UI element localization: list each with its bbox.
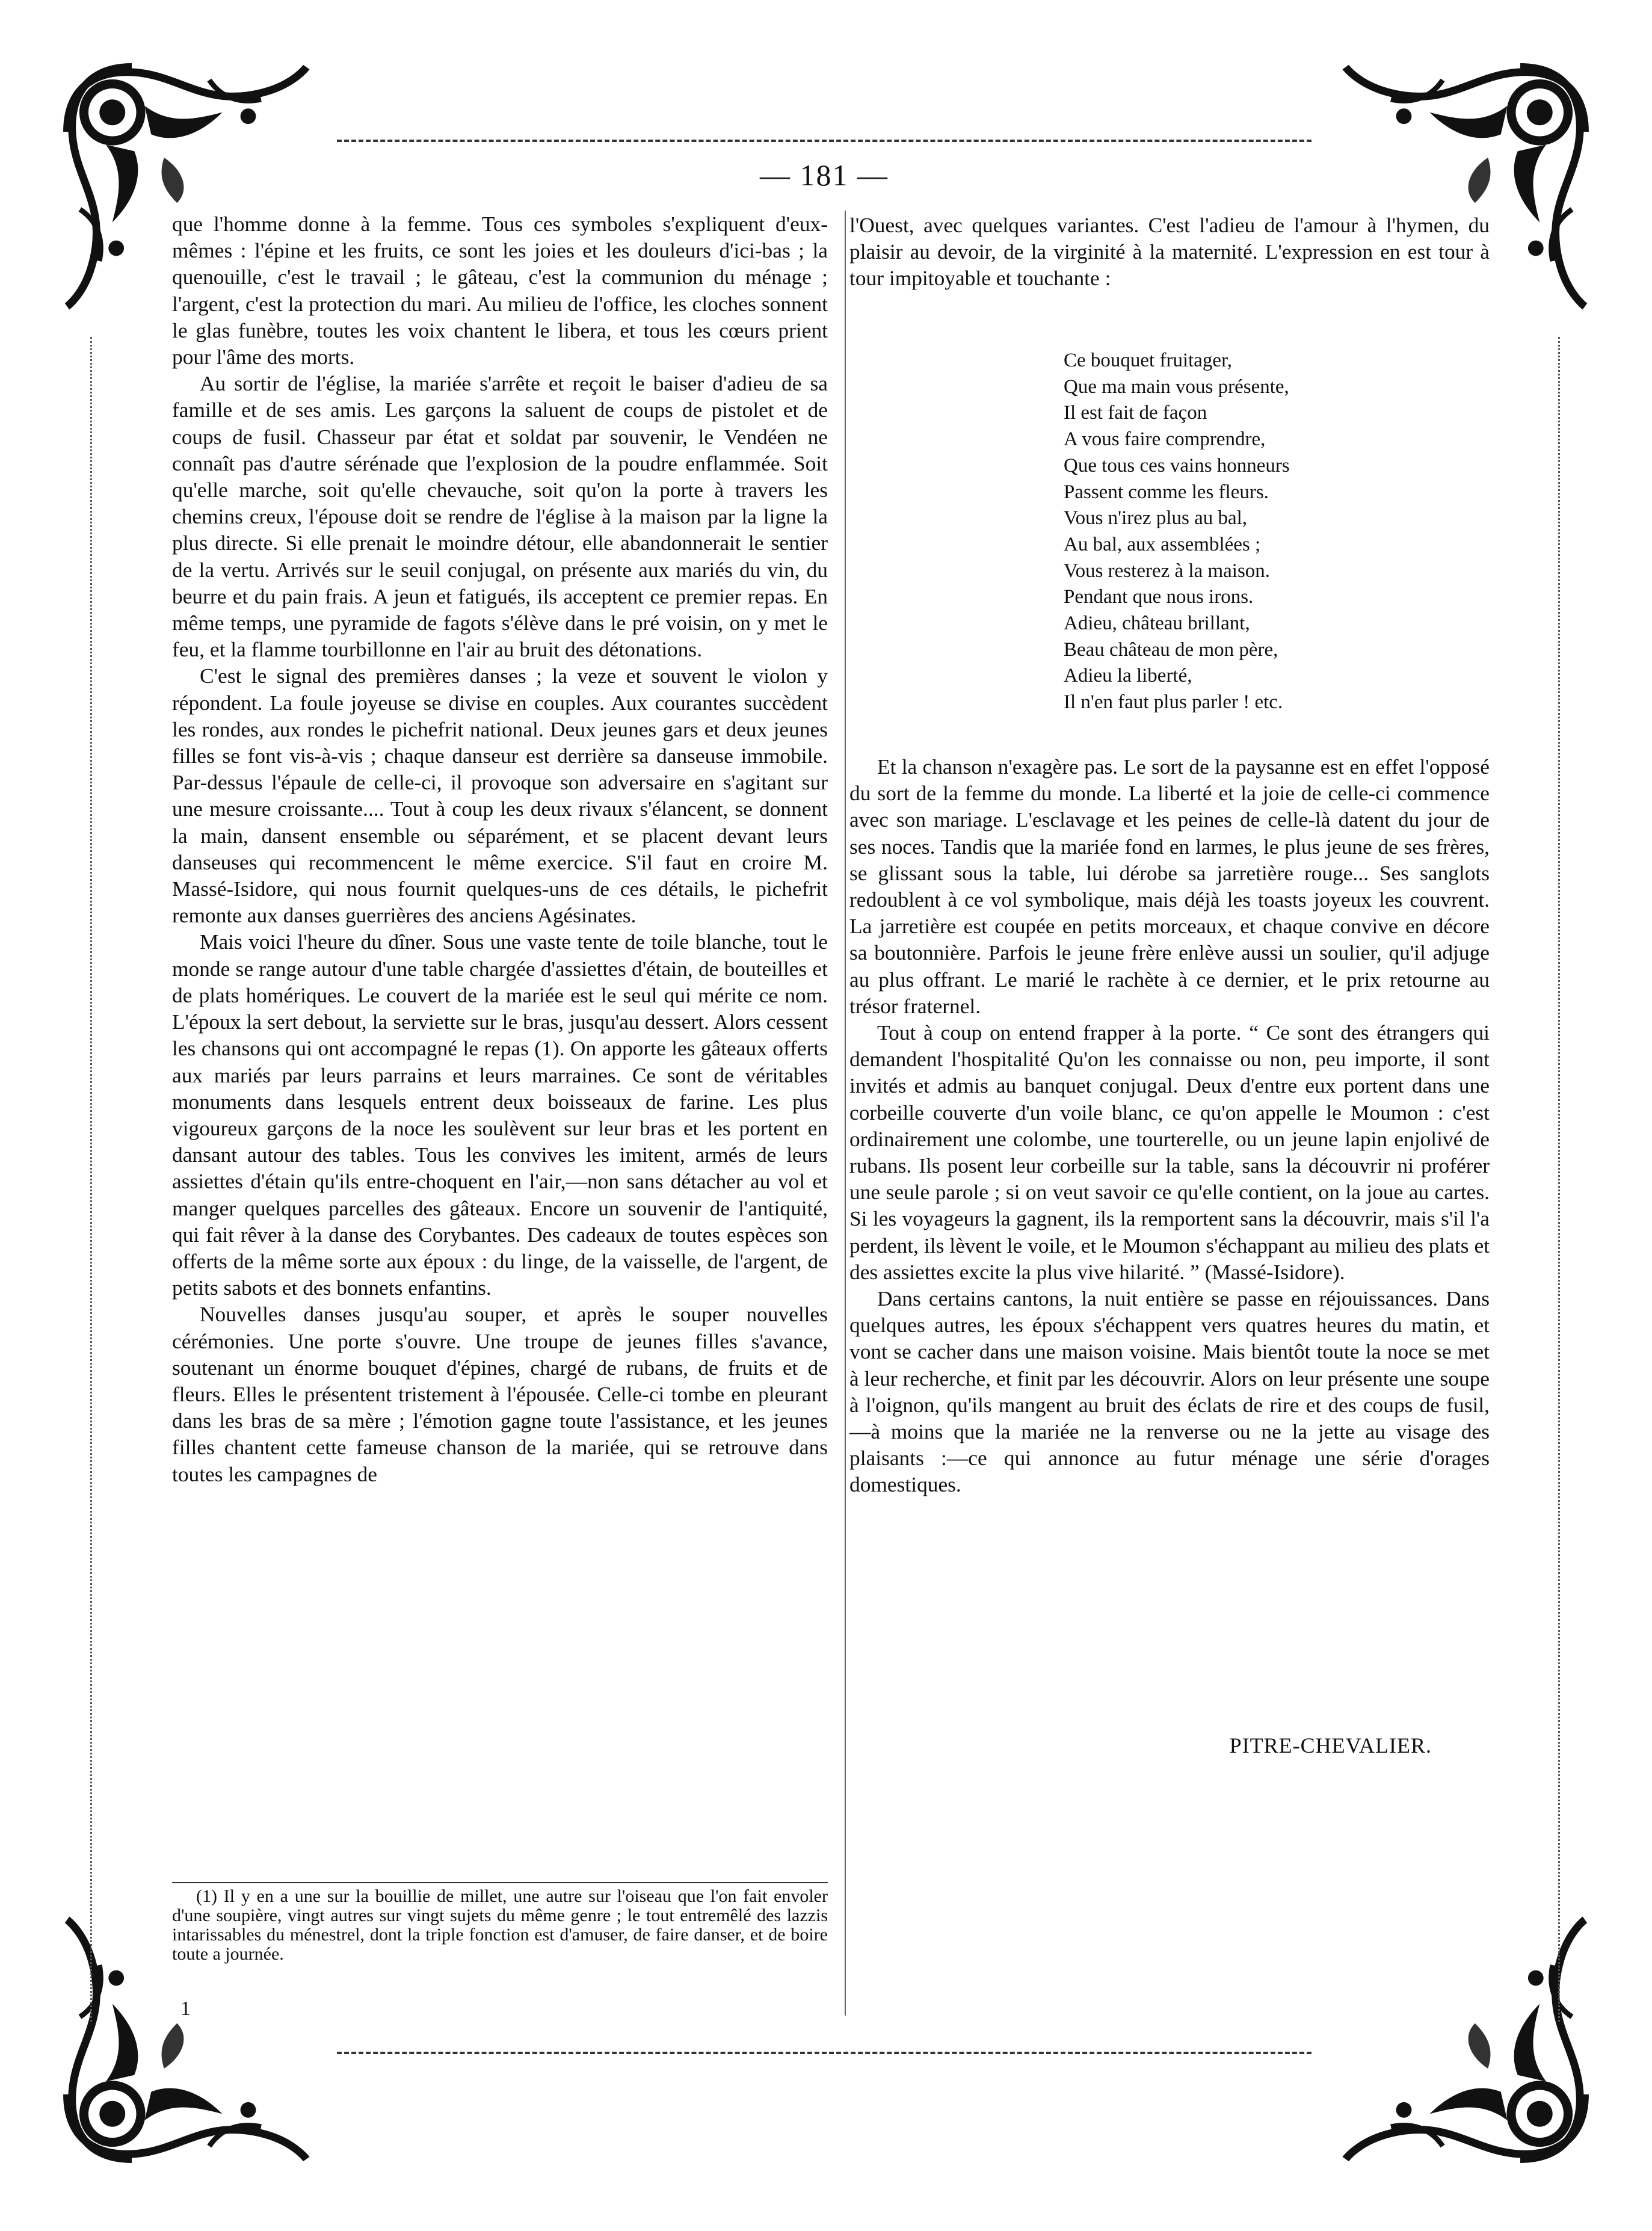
verse-line: Il est fait de façon xyxy=(1064,402,1207,424)
paragraph: Et la chanson n'exagère pas. Le sort de la paysanne est en effet l'opposé du sort de la femme du monde. La liberté et la joie de celle-ci commence avec son mariage. L'esclavage et les peines de celle-là datent du jour de ses noces. Tandis que la mariée fond en larmes, le plus jeune de ses frères, se glissant sous la table, lui dérobe sa jarretière rouge... Ses sanglots redoublent à ce vol symbolique, mais déjà les toasts joyeux les couvrent. La jarretière est coupée en petits morceaux, et chaque convive en décore sa boutonnière. Parfois le jeune frère enlève aussi un soulier, qu'il adjuge au plus offrant. Le marié le rachète à ce dernier, et le prix retourne au trésor fraternel. xyxy=(849,754,1490,1018)
verse-line: Ce bouquet fruitager, xyxy=(1064,350,1233,371)
frame-bottom-border xyxy=(337,2052,1311,2054)
verse-line: Au bal, aux assemblées ; xyxy=(1064,533,1261,555)
paragraph: Tout à coup on entend frapper à la porte. “ Ce sont des étrangers qui demandent l'hospitalité Qu'on les connaisse ou non, peu importe, il sont invités et admis au banquet conjugal. Deux d'entre eux portent dans une corbeille couverte d'un voile blanc, ce qu'on appelle le Moumon : c'est ordinairement une colombe, une tourterelle, ou un jeune lapin enjolivé de rubans. Ils posent leur corbeille sur la table, sans la découvrir ni proférer une seule parole ; si on veut savoir ce qu'elle contient, on la joue au cartes. Si les voyageurs la gagnent, ils la remportent sans la découvrir, mais s'il l'a perdent, ils lèvent le voile, et le Moumon s'échappant au milieu des plats et des assiettes excite la plus vive hilarité. ” (Massé-Isidore). xyxy=(849,1020,1490,1284)
verse-line: Passent comme les fleurs. xyxy=(1064,481,1269,503)
verse-line: Que tous ces vains honneurs xyxy=(1064,454,1290,477)
song-verse xyxy=(1064,348,1401,716)
verse-line: Pendant que nous irons. xyxy=(1064,586,1254,608)
page-number: — 181 — xyxy=(760,158,889,192)
paragraph: Nouvelles danses jusqu'au souper, et après le souper nouvelles cérémonies. Une porte s'ouvre. Une troupe de jeunes filles s'avance, soutenant un énorme bouquet d'épines, chargé de rubans, de fruits et de fleurs. Elles le présentent tristement à l'épousée. Celle-ci tombe en pleurant dans les bras de sa mère ; l'émotion gagne toute l'assistance, et les jeunes filles chantent cette fameuse chanson de la mariée, qui se retrouve dans toutes les campagnes de xyxy=(172,1302,828,1486)
paragraph: Mais voici l'heure du dîner. Sous une vaste tente de toile blanche, tout le monde se range autour d'une table chargée d'assiettes d'étain, de bouteilles et de plats homériques. Le couvert de la mariée est le seul qui mérite ce nom. L'époux la sert debout, la serviette sur le bras, jusqu'au dessert. Alors cessent les chansons qui ont accompagné le repas (1). On apporte les gâteaux offerts aux mariés par leurs parrains et leurs marraines. Ce sont de véritables monuments dans lesquels entrent deux boisseaux de farine. Les plus vigoureux garçons de la noce les soulèvent sur leur bras et les portent en dansant autour des tables. Tous les convives les imitent, armés de leurs assiettes d'étain qu'ils entre-choquent en l'air,—non sans détacher au vol et manger quelques parcelles des gâteaux. Encore un souvenir de l'antiquité, qui fait rêver à la danse des Corybantes. Des cadeaux de toutes espèces son offerts de la même sorte aux époux : du linge, de la vaisselle, de l'argent, de petits sabots et des bonnets enfantins. xyxy=(172,930,828,1300)
column-divider xyxy=(845,211,846,2016)
verse-line: A vous faire comprendre, xyxy=(1064,428,1266,451)
frame-top-border xyxy=(337,140,1311,142)
verse-line: Que ma main vous présente, xyxy=(1064,375,1289,398)
frame-left-border xyxy=(90,337,92,2022)
footnote-rule xyxy=(172,1882,828,1883)
verse-line: Vous resterez à la maison. xyxy=(1064,560,1271,582)
paragraph: C'est le signal des premières danses ; la veze et souvent le violon y répondent. La foule joyeuse se divise en couples. Aux courantes succèdent les rondes, aux rondes le pichefrit national. Deux jeunes gars et deux jeunes filles se font vis-à-vis ; chaque danseur est derrière sa danseuse immobile. Par-dessus l'épaule de celle-ci, il provoque son adversaire en s'agitant sur une mesure croissante.... Tout à coup les deux rivaux s'élancent, se donnent la main, dansent ensemble ou séparément, et se placent devant leurs danseuses qui recommencent le même exercice. S'il faut en croire M. Massé-Isidore, qui nous fournit quelques-uns de ces détails, le pichefrit remonte aux danses guerrières des anciens Agésinates. xyxy=(172,664,828,928)
left-column xyxy=(172,211,828,1487)
paragraph: Au sortir de l'église, la mariée s'arrête et reçoit le baiser d'adieu de sa famille et de ses amis. Les garçons la saluent de coups de pistolet et de coups de fusil. Chasseur par état et soldat par souvenir, le Vendéen ne connaît pas d'autre sérénade que l'explosion de la poudre enflammée. Soit qu'elle marche, soit qu'elle chevauche, soit qu'on la porte à travers les chemins creux, l'épouse doit se rendre de l'église à la maison par la ligne la plus directe. Si elle prenait le moindre détour, elle abandonnerait le sentier de la vertu. Arrivés sur le seuil conjugal, on présente aux mariés du vin, du beurre et du pain frais. A jeun et fatigués, ils acceptent ce premier repas. En même temps, une pyramide de fagots s'élève dans le pré voisin, on y met le feu, et la flamme tourbillonne en l'air au bruit des détonations. xyxy=(172,371,828,662)
verse-line: Vous n'irez plus au bal, xyxy=(1064,507,1248,529)
verse-line: Beau château de mon père, xyxy=(1064,638,1278,661)
footnote xyxy=(172,1887,828,1964)
right-column-intro xyxy=(849,212,1490,292)
sheet-signature-mark: 1 xyxy=(180,1998,191,2020)
verse-line: Adieu la liberté, xyxy=(1064,665,1192,687)
paragraph: que l'homme donne à la femme. Tous ces symboles s'expliquent d'eux-mêmes : l'épine et les fruits, ce sont les joies et les douleurs d'ici-bas ; la quenouille, c'est le travail ; le gâteau, c'est la communion du ménage ; l'argent, c'est la protection du mari. Au milieu de l'office, les cloches sonnent le glas funèbre, toutes les voix chantent le libera, et tous les cœurs prient pour l'âme des morts. xyxy=(172,212,828,369)
paragraph: l'Ouest, avec quelques variantes. C'est l'adieu de l'amour à l'hymen, du plaisir au devoir, de la virginité à la maternité. L'expression en est tour à tour impitoyable et touchante : xyxy=(849,213,1490,291)
verse-line: Il n'en faut plus parler ! etc. xyxy=(1064,691,1283,714)
verse-line: Adieu, château brillant, xyxy=(1064,613,1250,635)
paragraph: Dans certains cantons, la nuit entière se passe en réjouissances. Dans quelques autres, les époux s'échappent vers quatres heures du matin, et vont se cacher dans une maison voisine. Mais bientôt toute la noce se met à leur recherche, et finit par les découvrir. Alors on leur présente une soupe à l'oignon, qu'ils mangent au bruit des éclats de rire et des coups de fusil,—à moins que la mariée ne la renverse ou ne la jette au visage des plaisants :—ce qui annonce au futur ménage une série d'orages domestiques. xyxy=(849,1286,1490,1497)
author-signature: PITRE-CHEVALIER. xyxy=(1229,1733,1432,1757)
right-column-body xyxy=(849,753,1490,1498)
footnote-text: (1) Il y en a une sur la bouillie de millet, une autre sur l'oiseau que l'on fait envoler d'une soupière, vingt autres sur vingt sujets du même genre ; le tout entremêlé des lazzis intarissables du ménestrel, dont la triple fonction est d'amuser, de faire danser, et de boire toute a journée. xyxy=(172,1886,828,1964)
frame-right-border xyxy=(1558,337,1560,2022)
